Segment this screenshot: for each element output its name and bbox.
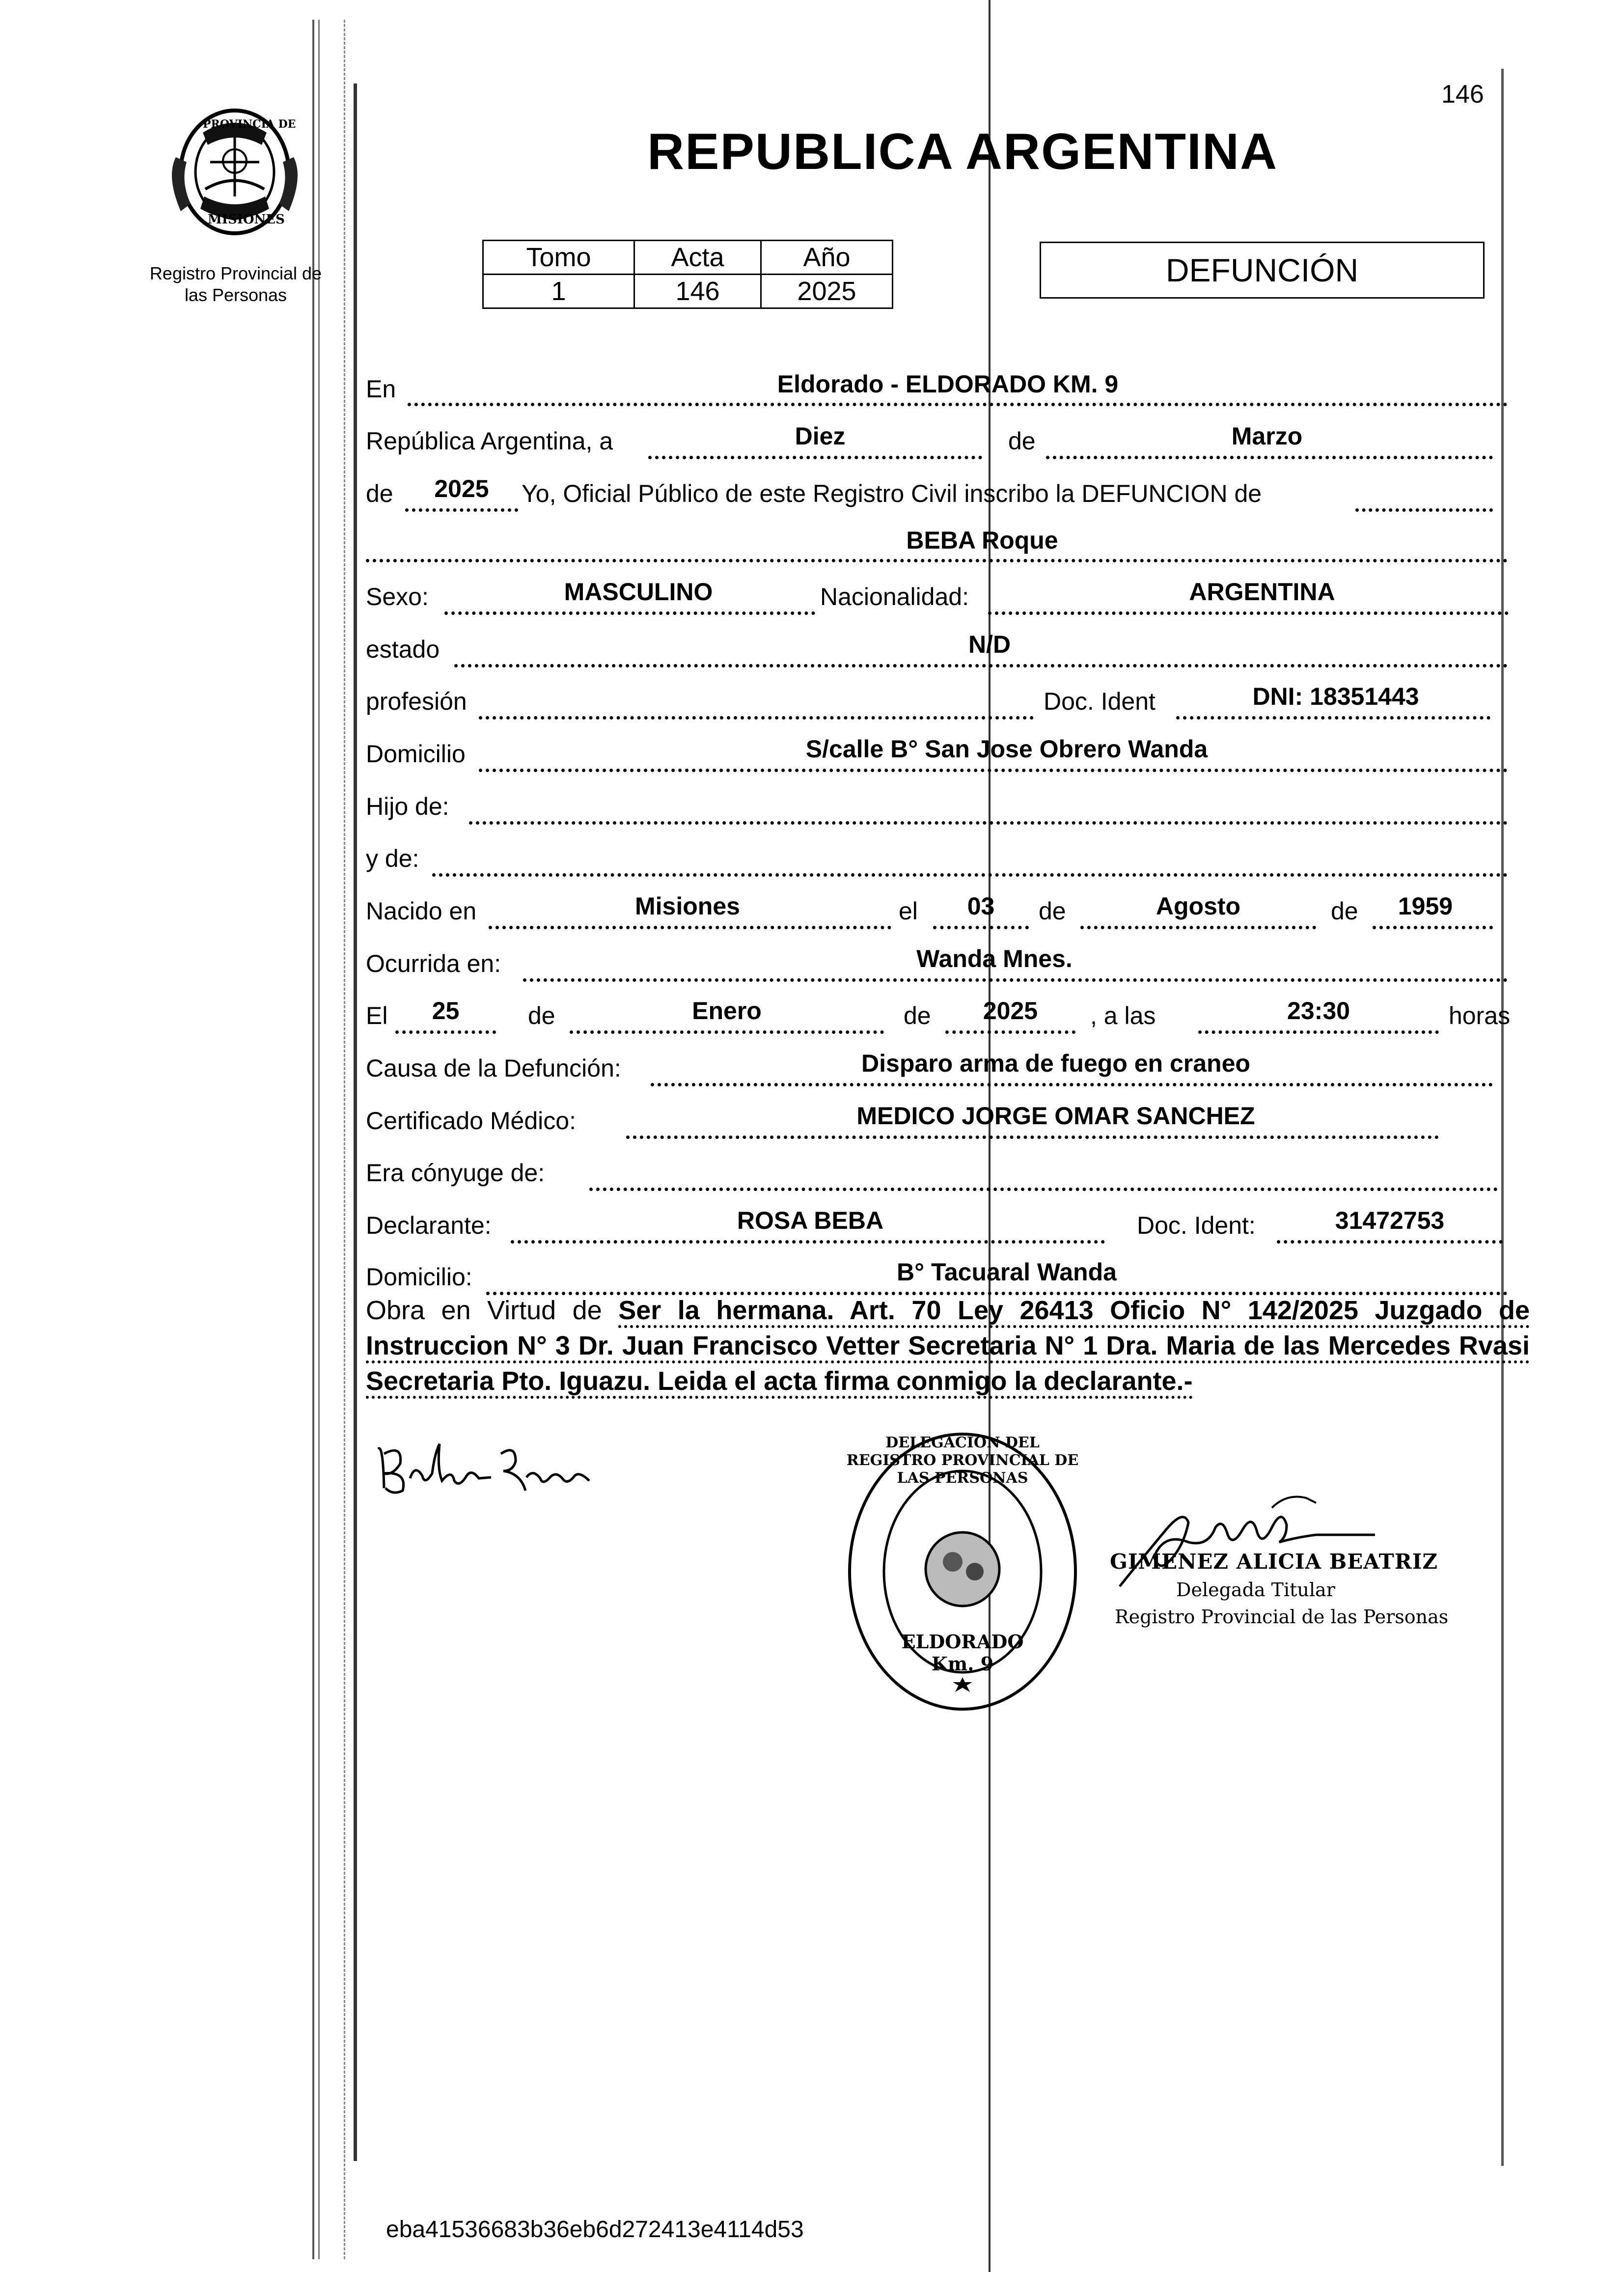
stamp-ring-text: DELEGACION DEL REGISTRO PROVINCIAL DE LAS PERSONAS <box>846 1434 1079 1487</box>
def-anio-line <box>945 1030 1075 1034</box>
registry-name <box>133 263 339 306</box>
registry-line-2: las Personas <box>184 285 287 305</box>
hijo-label: Hijo de: <box>366 793 449 820</box>
nac-anio-line <box>1373 926 1493 929</box>
conyuge-line <box>589 1188 1498 1191</box>
alas-label: , a las <box>1090 1002 1156 1029</box>
acta-header-anio: Año <box>761 241 893 275</box>
doc-ident-line <box>1176 716 1490 720</box>
lugar-line <box>408 403 1508 406</box>
estado-value: N/D <box>968 631 1011 658</box>
dia-texto-value: Diez <box>795 422 846 450</box>
declarante-value: ROSA BEBA <box>737 1207 884 1234</box>
official-name: GIMENEZ ALICIA BEATRIZ <box>1110 1550 1438 1574</box>
declarante-label: Declarante: <box>366 1212 492 1239</box>
yo-tail-line <box>1355 508 1493 512</box>
el-label: el <box>899 897 918 925</box>
form-border-right <box>1501 69 1504 2166</box>
yde-line <box>432 873 1508 877</box>
acta-value-anio: 2025 <box>761 275 893 308</box>
domicilio-value: S/calle B° San Jose Obrero Wanda <box>805 735 1208 763</box>
obra-text: Ser la hermana. Art. 70 Ley 26413 Oficio N° 142/2025 Juzgado de Instruccion N° 3 Dr. Juan Francisco Vetter Secretaria N° 1 Dra. Maria de las Mercedes Rvasi Secretaria Pto. Iguazu. Leida el acta firma conmigo la declarante.- <box>366 1296 1530 1399</box>
nac-de-label: de <box>1039 897 1066 925</box>
hijo-line <box>469 821 1508 825</box>
emblem-banner-bottom: MISIONES <box>208 212 285 227</box>
nacionalidad-value: ARGENTINA <box>1189 578 1335 606</box>
declarante-domicilio-value: B° Tacuaral Wanda <box>897 1258 1117 1286</box>
nac-de-anio-label: de <box>1331 897 1358 925</box>
official-role: Delegada Titular <box>1176 1579 1335 1601</box>
page-title: REPUBLICA ARGENTINA <box>647 123 1278 180</box>
doc-ident2-label: Doc. Ident: <box>1137 1212 1256 1239</box>
ocurrida-label: Ocurrida en: <box>366 950 501 977</box>
sexo-label: Sexo: <box>366 583 429 610</box>
nac-mes-line <box>1080 926 1316 929</box>
dia-line <box>648 456 982 459</box>
nombre-value: BEBA Roque <box>906 526 1058 554</box>
causa-label: Causa de la Defunción: <box>366 1054 621 1082</box>
en-label: En <box>366 375 396 403</box>
nacionalidad-line <box>988 611 1509 615</box>
declarante-line <box>511 1240 1105 1244</box>
yo-text: Yo, Oficial Público de este Registro Civil inscribo la DEFUNCION de <box>522 480 1262 507</box>
def-hora-line <box>1198 1030 1439 1034</box>
nac-mes-value: Agosto <box>1156 892 1241 920</box>
ocurrida-value: Wanda Mnes. <box>916 945 1073 972</box>
def-de-label: de <box>528 1002 555 1029</box>
nacido-lugar-value: Misiones <box>635 892 740 920</box>
nac-anio-value: 1959 <box>1398 892 1453 920</box>
obra-paragraph <box>366 1293 1530 1399</box>
document-hash: eba41536683b36eb6d272413e4114d53 <box>386 2217 804 2243</box>
form-border-left <box>354 83 357 2161</box>
def-de-anio-label: de <box>904 1002 931 1029</box>
declarante-doc-value: 31472753 <box>1335 1207 1445 1234</box>
sexo-value: MASCULINO <box>564 578 713 606</box>
declarante-signature-icon <box>373 1434 599 1503</box>
yde-label: y de: <box>366 845 419 872</box>
emblem-banner-top: PROVINCIA DE <box>203 118 296 131</box>
margin-line-1 <box>312 20 314 2259</box>
record-type-box: DEFUNCIÓN <box>1040 242 1485 299</box>
nacido-label: Nacido en <box>366 897 477 925</box>
declarante-signature <box>373 1434 599 1503</box>
de-label: de <box>1008 427 1036 455</box>
profesion-label: profesión <box>366 688 467 715</box>
obra-label: Obra en Virtud de <box>366 1296 602 1325</box>
def-hora-value: 23:30 <box>1287 997 1350 1025</box>
province-emblem <box>156 98 313 246</box>
certificado-label: Certificado Médico: <box>366 1107 576 1135</box>
causa-line <box>651 1083 1493 1086</box>
domicilio-line <box>479 769 1508 772</box>
def-dia-line <box>395 1030 496 1034</box>
def-mes-line <box>570 1030 884 1034</box>
anio-line <box>405 508 518 512</box>
nac-dia-line <box>933 926 1029 929</box>
margin-line-3 <box>344 20 345 2259</box>
certificado-line <box>626 1136 1439 1139</box>
conyuge-label: Era cónyuge de: <box>366 1159 545 1187</box>
page-number: 146 <box>1441 80 1484 109</box>
acta-header-acta: Acta <box>634 241 761 275</box>
def-mes-value: Enero <box>692 997 762 1025</box>
estado-line <box>454 664 1508 667</box>
doc-ident-value: DNI: 18351443 <box>1252 683 1419 710</box>
el2-label: El <box>366 1002 388 1029</box>
estado-label: estado <box>366 636 440 663</box>
domicilio2-label: Domicilio: <box>366 1263 472 1291</box>
acta-value-acta: 146 <box>634 275 761 308</box>
mes-value: Marzo <box>1231 422 1303 450</box>
stamp-inner-text: ELDORADO Km. 9 <box>901 1631 1024 1675</box>
domicilio-label: Domicilio <box>366 740 466 768</box>
nombre-line <box>366 559 1508 562</box>
def-dia-value: 25 <box>432 997 460 1025</box>
anio-value: 2025 <box>434 475 489 502</box>
declarante-doc-line <box>1277 1240 1503 1244</box>
causa-value: Disparo arma de fuego en craneo <box>861 1050 1250 1077</box>
nac-dia-value: 03 <box>967 892 995 920</box>
mes-line <box>1046 456 1493 459</box>
def-anio-value: 2025 <box>983 997 1038 1025</box>
horas-label: horas <box>1449 1002 1511 1029</box>
acta-header-tomo: Tomo <box>483 241 634 275</box>
margin-line-2 <box>318 20 320 2259</box>
official-office: Registro Provincial de las Personas <box>1115 1606 1449 1628</box>
acta-table <box>482 240 893 309</box>
nacionalidad-label: Nacionalidad: <box>820 583 969 610</box>
sexo-line <box>444 611 815 615</box>
profesion-line <box>479 716 1034 720</box>
doc-ident-label: Doc. Ident <box>1044 688 1156 715</box>
lugar-value: Eldorado - ELDORADO KM. 9 <box>777 370 1119 398</box>
republica-label: República Argentina, a <box>366 427 613 455</box>
certificado-value: MEDICO JORGE OMAR SANCHEZ <box>856 1102 1255 1130</box>
de-anio-label: de <box>366 480 393 507</box>
registry-stamp <box>835 1424 1090 1719</box>
acta-value-tomo: 1 <box>483 275 634 308</box>
registry-line-1: Registro Provincial de <box>149 263 322 283</box>
ocurrida-line <box>523 978 1508 982</box>
nacido-lugar-line <box>489 926 891 929</box>
